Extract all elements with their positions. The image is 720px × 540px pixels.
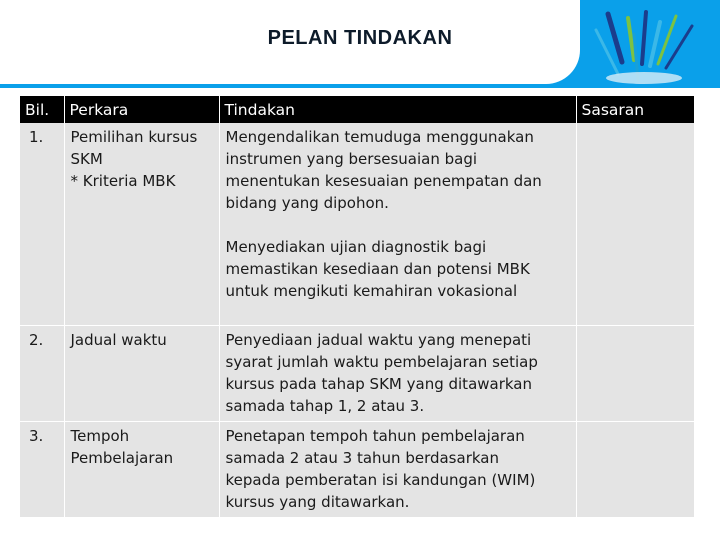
table-row	[20, 421, 694, 517]
cell-text-line: syarat jumlah waktu pembelajaran setiap	[225, 352, 538, 371]
cell-text-line: untuk mengikuti kemahiran vokasional	[225, 282, 518, 300]
paint-brushes-icon	[588, 0, 720, 88]
cell-bil: 1.	[20, 123, 64, 325]
cell-text-line: kursus yang ditawarkan.	[225, 492, 410, 511]
column-header-bil: Bil.	[20, 96, 64, 123]
cell-sasaran	[576, 325, 694, 421]
table-header-row	[20, 96, 694, 123]
cell-text-line: Pembelajaran	[70, 448, 174, 467]
cell-bil: 3.	[20, 421, 64, 517]
brush-base	[606, 72, 682, 84]
column-header-tindakan: Tindakan	[219, 96, 576, 123]
paragraph-gap	[226, 214, 570, 236]
cell-text-line: samada tahap 1, 2 atau 3.	[225, 396, 425, 415]
cell-text-line: SKM	[70, 150, 103, 168]
table-row	[20, 325, 694, 421]
cell-text-line: Jadual waktu	[70, 330, 167, 349]
cell-text-line: menentukan kesesuaian penempatan dan	[225, 172, 542, 190]
page-title: PELAN TINDAKAN	[267, 27, 453, 49]
brush-stroke	[642, 12, 646, 64]
cell-text-line: Pemilihan kursus	[70, 128, 198, 146]
cell-tindakan	[219, 421, 576, 517]
cell-text-line: Menyediakan ujian diagnostik bagi	[225, 238, 487, 256]
cell-sasaran	[576, 123, 694, 325]
cell-text-line: memastikan kesediaan dan potensi MBK	[225, 260, 530, 278]
cell-text-line: Penetapan tempoh tahun pembelajaran	[225, 426, 525, 445]
cell-perkara	[64, 421, 219, 517]
column-header-sasaran: Sasaran	[576, 96, 694, 123]
cell-text-line: instrumen yang bersesuaian bagi	[225, 150, 478, 168]
cell-sasaran	[576, 421, 694, 517]
cell-tindakan	[219, 325, 576, 421]
cell-text-line: kursus pada tahap SKM yang ditawarkan	[225, 374, 533, 393]
cell-text-line: kepada pemberatan isi kandungan (WIM)	[225, 470, 536, 489]
action-plan-table	[20, 96, 694, 518]
cell-text-line: Tempoh	[70, 426, 130, 445]
cell-text-line: * Kriteria MBK	[70, 172, 176, 190]
cell-text-line: Mengendalikan temuduga menggunakan	[225, 128, 534, 146]
cell-bil: 2.	[20, 325, 64, 421]
brush-stroke	[608, 14, 622, 62]
cell-text-line: Penyediaan jadual waktu yang menepati	[225, 330, 532, 349]
table-row	[20, 123, 694, 325]
cell-perkara	[64, 123, 219, 325]
cell-perkara	[64, 325, 219, 421]
column-header-perkara: Perkara	[64, 96, 219, 123]
cell-tindakan	[219, 123, 576, 325]
cell-text-line: samada 2 atau 3 tahun berdasarkan	[225, 448, 499, 467]
cell-text-line: bidang yang dipohon.	[225, 194, 389, 212]
